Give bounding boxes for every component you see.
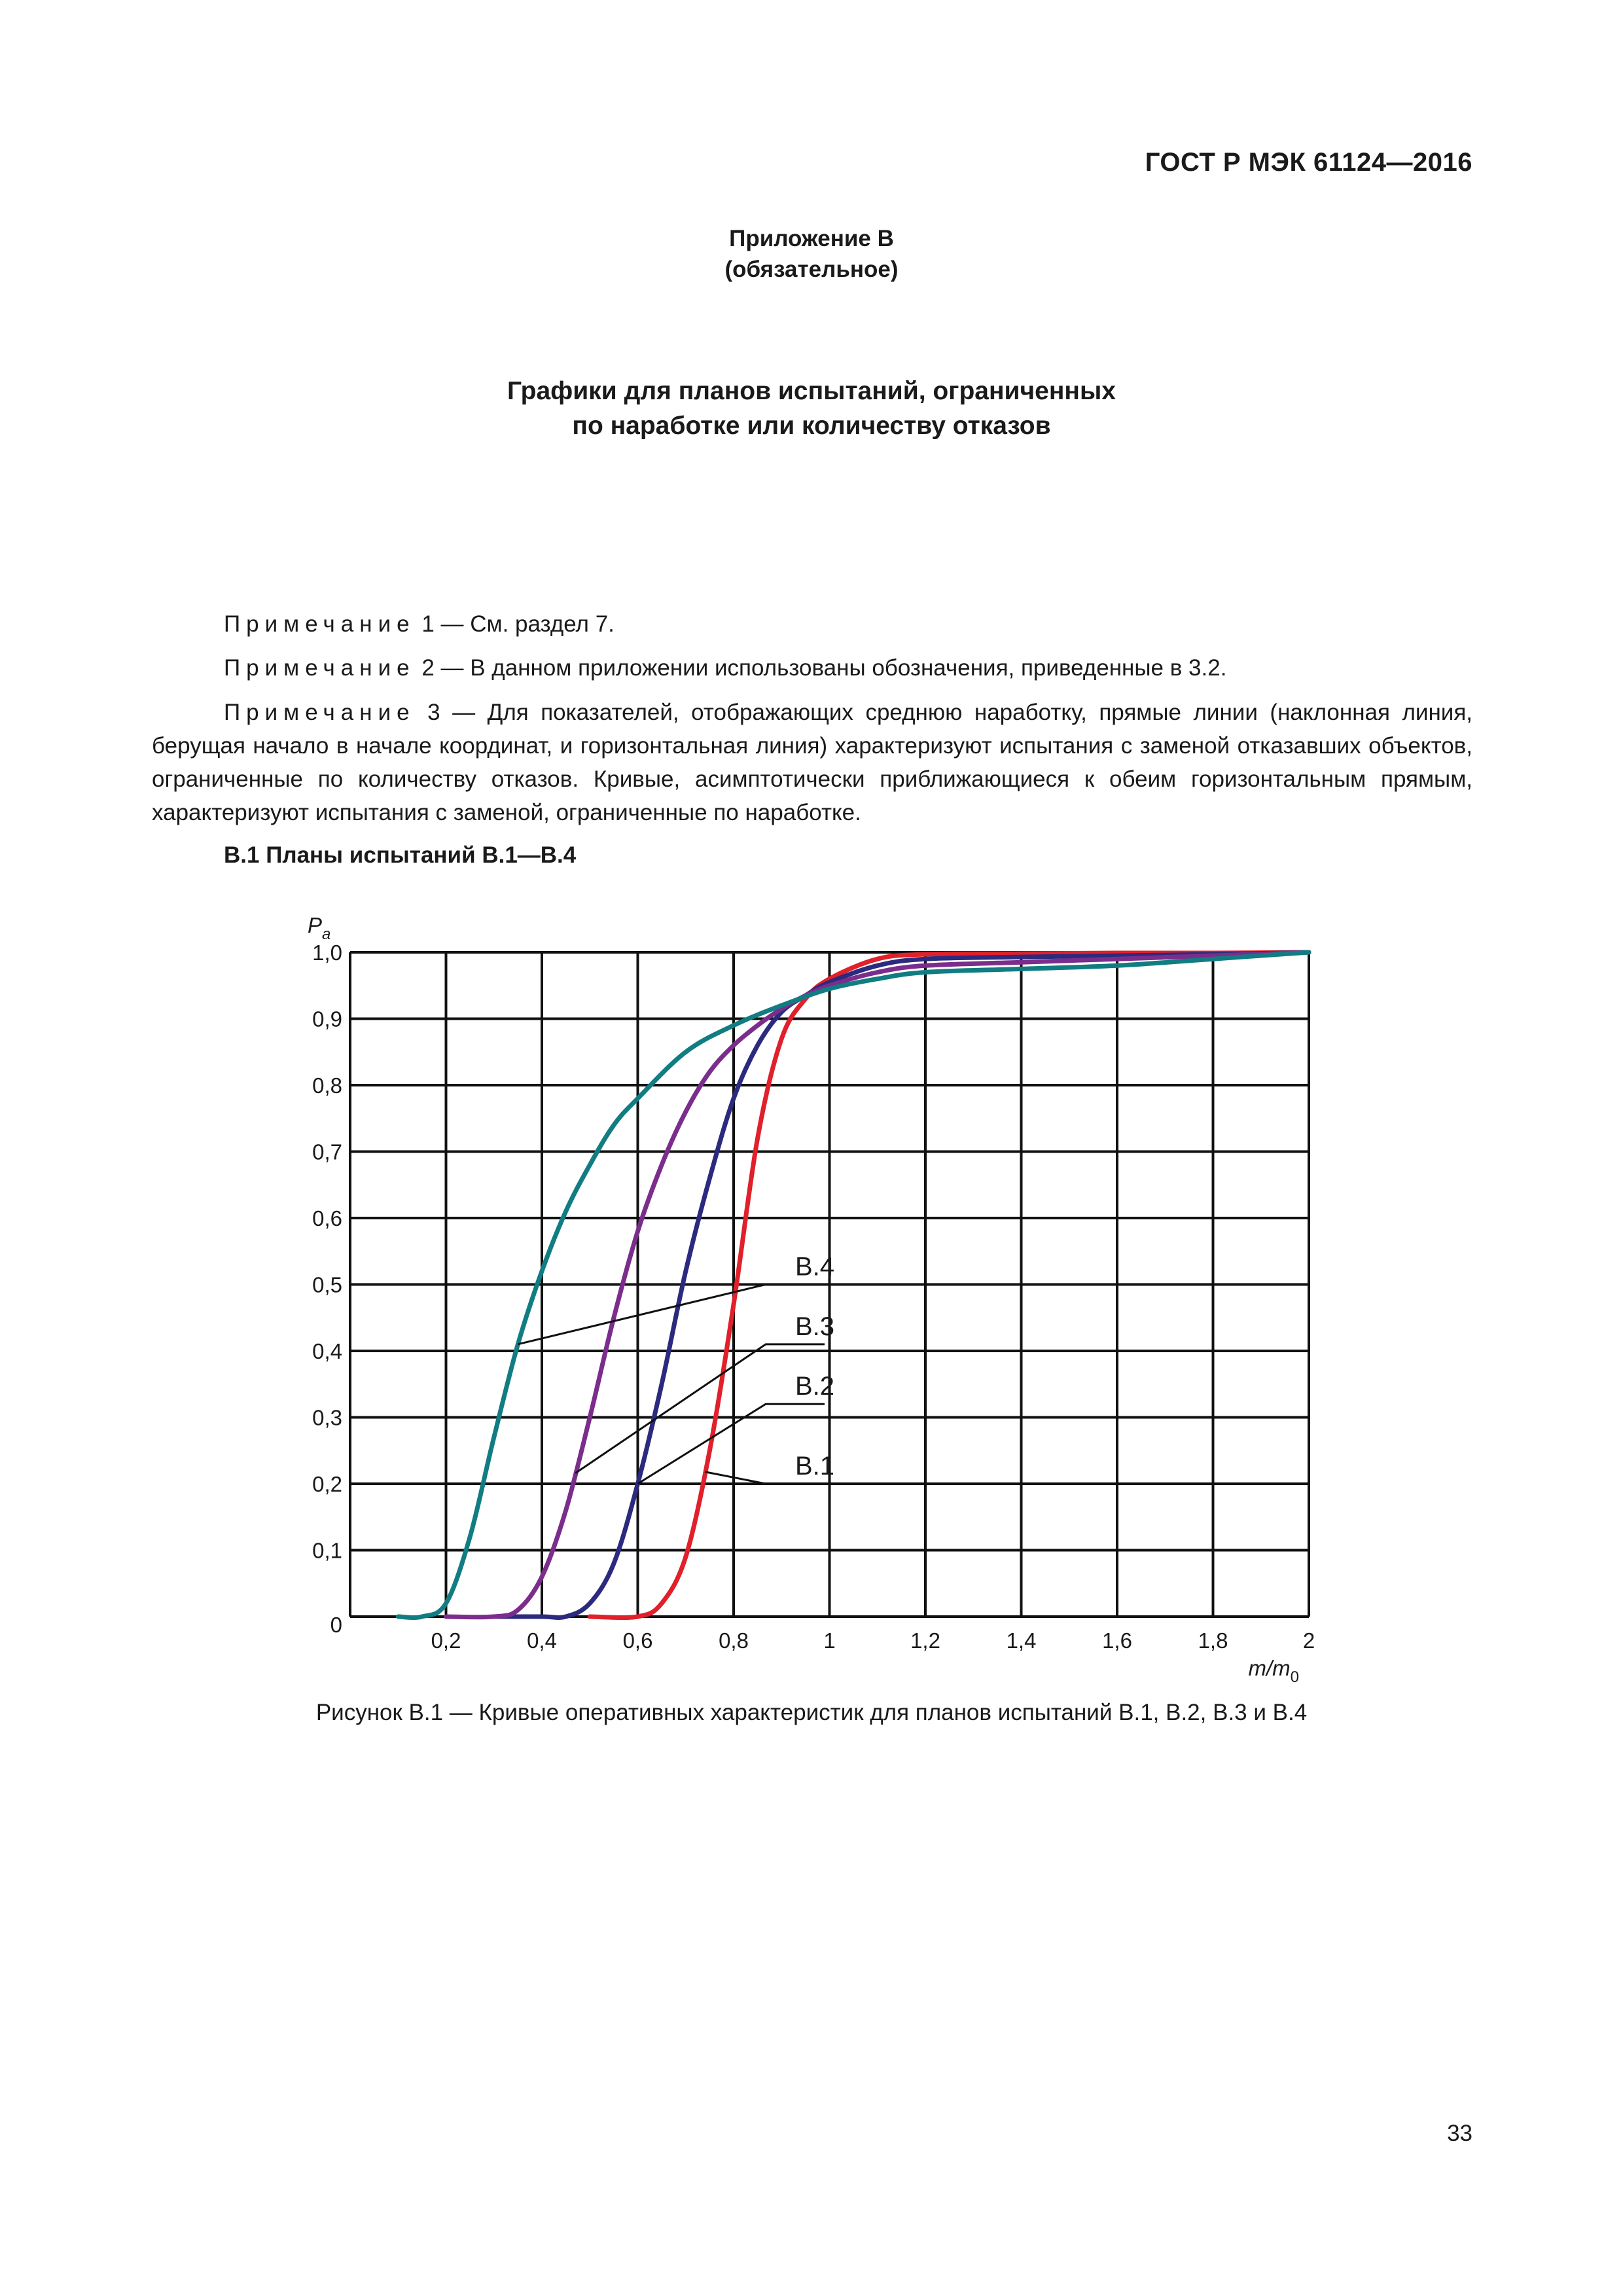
curve-label-В.1: В.1: [795, 1452, 835, 1480]
appendix-type: (обязательное): [724, 257, 899, 282]
note-text: 2 — В данном приложении использованы обозначения, приведенные в 3.2.: [415, 655, 1227, 681]
chart-tick-labels: [312, 941, 1315, 1653]
section-title-line-2: по наработке или количеству отказов: [572, 412, 1051, 440]
y-tick-label: 0: [330, 1613, 342, 1637]
note-label: Примечание: [224, 700, 416, 725]
y-axis-label-sub: a: [322, 925, 331, 943]
y-tick-label: 0,5: [312, 1272, 342, 1297]
y-tick-label: 0,1: [312, 1538, 342, 1563]
x-tick-label: 1,2: [910, 1628, 940, 1653]
page-number: 33: [1447, 2121, 1472, 2146]
standard-designation: ГОСТ Р МЭК 61124—2016: [1145, 148, 1472, 177]
chart-leaders: [518, 1253, 834, 1484]
y-tick-label: 0,8: [312, 1073, 342, 1098]
x-tick-label: 2: [1302, 1628, 1315, 1653]
y-tick-label: 1,0: [312, 941, 342, 965]
section-title-line-1: Графики для планов испытаний, ограниченных: [507, 377, 1116, 405]
note-text: 1 — См. раздел 7.: [415, 611, 615, 637]
y-tick-label: 0,2: [312, 1472, 342, 1496]
x-axis-label-sub: 0: [1290, 1668, 1299, 1686]
leader-line: [575, 1344, 825, 1473]
x-axis-label: [1248, 1656, 1299, 1686]
x-tick-label: 1,8: [1198, 1628, 1228, 1653]
x-tick-label: 1,6: [1102, 1628, 1132, 1653]
chart-grid: [350, 952, 1309, 1617]
x-tick-label: 1,4: [1006, 1628, 1037, 1653]
y-tick-label: 0,7: [312, 1139, 342, 1164]
x-tick-label: 0,4: [527, 1628, 557, 1653]
x-tick-label: 0,2: [431, 1628, 461, 1653]
curve-label-В.3: В.3: [795, 1312, 835, 1341]
y-axis-label-main: P: [308, 913, 323, 937]
curve-label-В.4: В.4: [795, 1252, 835, 1282]
x-tick-label: 0,8: [719, 1628, 749, 1653]
y-tick-label: 0,6: [312, 1206, 342, 1230]
curve-label-В.2: В.2: [795, 1372, 835, 1401]
note-label: Примечание: [224, 655, 416, 681]
x-tick-label: 1: [823, 1628, 836, 1653]
note-text: 3 — Для показателей, отображающих среднюю наработку, прямые линии (наклонная линия, берущая начало в начале координат, и горизонтальная линия) характеризуют испытания с заменой отказавших объектов, ограниченные по количеству отказов. Кривые, асимптотически приближающиеся к обеим горизонтальным прямым, характеризуют испытания с заменой, ограниченные по наработке.: [152, 700, 1472, 825]
x-axis-label-main: m/m: [1248, 1656, 1291, 1680]
x-tick-label: 0,6: [622, 1628, 653, 1653]
y-tick-label: 0,4: [312, 1339, 342, 1363]
subsection-title: В.1 Планы испытаний В.1—В.4: [224, 842, 577, 868]
figure-caption: Рисунок В.1 — Кривые оперативных характеристик для планов испытаний В.1, В.2, В.3 и В.4: [315, 1700, 1308, 1725]
y-tick-label: 0,3: [312, 1405, 342, 1430]
note-label: Примечание: [224, 611, 416, 637]
appendix-title: Приложение В: [729, 226, 894, 251]
y-axis-label: [308, 913, 330, 943]
y-tick-label: 0,9: [312, 1007, 342, 1031]
